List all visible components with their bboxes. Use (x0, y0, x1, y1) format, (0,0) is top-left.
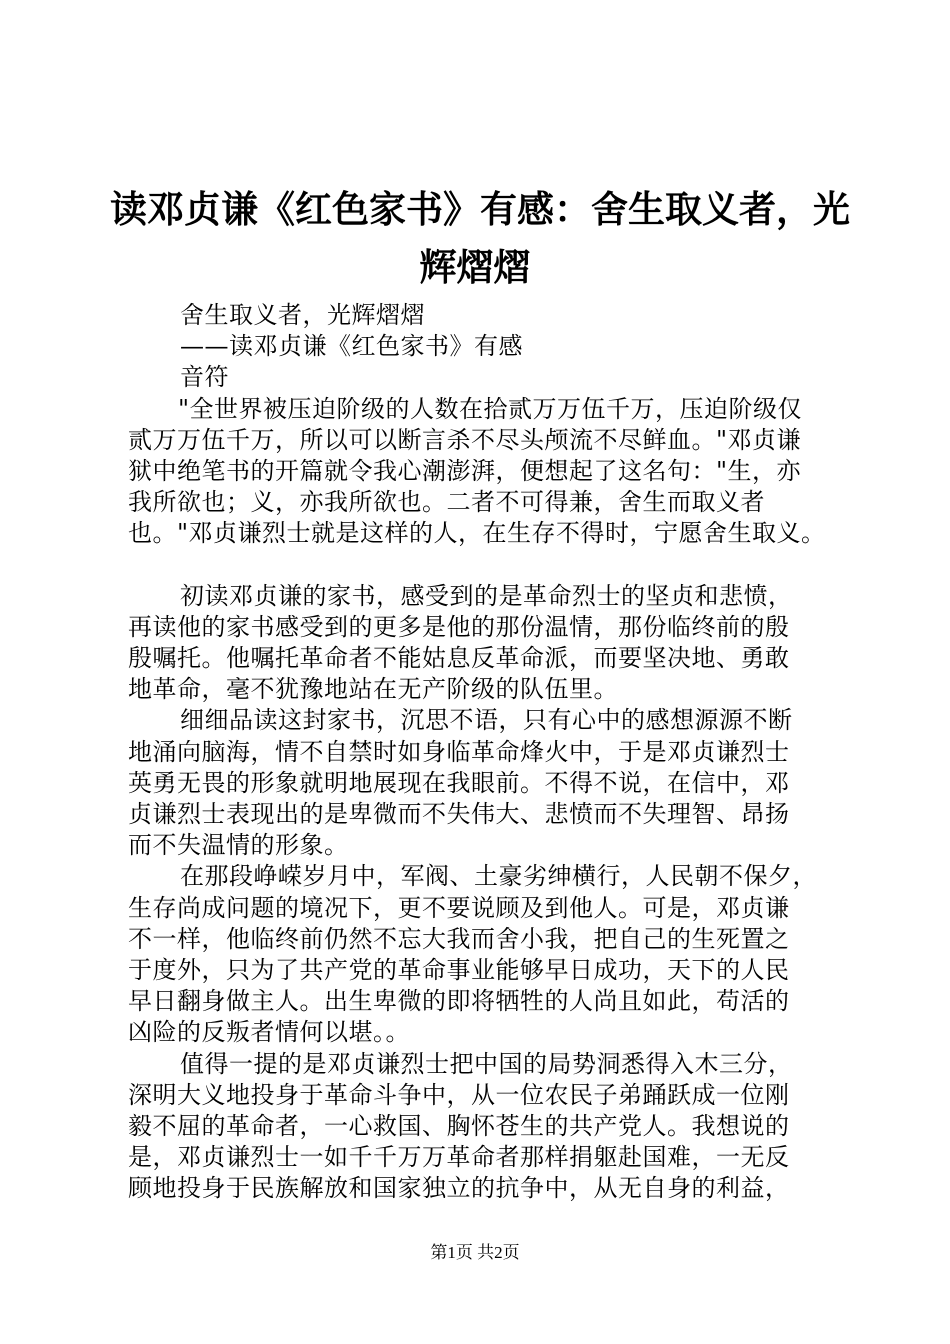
paragraph-line: 在那段峥嵘岁月中，军阀、土豪劣绅横行，人民朝不保夕， (180, 862, 817, 891)
paragraph-line: 是，邓贞谦烈士一如千千万万革命者那样捐躯赴国难，一无反 (128, 1143, 790, 1172)
paragraph-line: 深明大义地投身于革命斗争中，从一位农民子弟踊跃成一位刚 (128, 1080, 790, 1109)
document-body (128, 300, 836, 1204)
paragraph-line: 再读他的家书感受到的更多是他的那份温情，那份临终前的殷 (128, 612, 790, 641)
paragraph-line: 初读邓贞谦的家书，感受到的是革命烈士的坚贞和悲愤， (180, 581, 793, 610)
paragraph-4 (128, 861, 836, 1048)
byline: ——读邓贞谦《红色家书》有感 (180, 332, 523, 361)
author: 音符 (180, 363, 229, 392)
page-footer (0, 1238, 950, 1263)
paragraph-line: "全世界被压迫阶级的人数在拾贰万万伍千万，压迫阶级仅 (178, 394, 803, 423)
paragraph-line: 顾地投身于民族解放和国家独立的抗争中，从无自身的利益， (128, 1174, 790, 1203)
paragraph-line: 早日翻身做主人。出生卑微的即将牺牲的人尚且如此，苟活的 (128, 987, 790, 1016)
paragraph-2 (128, 581, 836, 706)
paragraph-line: 生存尚成问题的境况下，更不要说顾及到他人。可是，邓贞谦 (128, 893, 790, 922)
paragraph-line: 也。"邓贞谦烈士就是这样的人，在生存不得时，宁愿舍生取义。 (128, 519, 826, 548)
paragraph-line: 凶险的反叛者情何以堪。。 (128, 1018, 410, 1047)
page-number-label: 第1页 共2页 (430, 1243, 520, 1262)
title-line-1: 读邓贞谦《红色家书》有感：舍生取义者，光 (110, 187, 850, 231)
paragraph-line: 我所欲也；义，亦我所欲也。二者不可得兼，舍生而取义者 (128, 488, 765, 517)
paragraph-line: 贰万万伍千万，所以可以断言杀不尽头颅流不尽鲜血。"邓贞谦 (128, 425, 802, 454)
paragraph-line: 不一样，他临终前仍然不忘大我而舍小我，把自己的生死置之 (128, 924, 790, 953)
paragraph-line: 值得一提的是邓贞谦烈士把中国的局势洞悉得入木三分， (180, 1049, 793, 1078)
document-title (110, 180, 850, 296)
paragraph-line: 细细品读这封家书，沉思不语，只有心中的感想源源不断 (180, 706, 793, 735)
title-line-2: 辉熠熠 (419, 245, 531, 289)
paragraph-line: 而不失温情的形象。 (128, 831, 349, 860)
paragraph-spacer (128, 550, 836, 581)
paragraph-line: 殷嘱托。他嘱托革命者不能姑息反革命派，而要坚决地、勇敢 (128, 644, 790, 673)
subtitle: 舍生取义者，光辉熠熠 (180, 301, 425, 329)
paragraph-3 (128, 705, 836, 861)
paragraph-line: 毅不屈的革命者，一心救国、胸怀苍生的共产党人。我想说的 (128, 1111, 790, 1140)
paragraph-5 (128, 1049, 836, 1205)
paragraph-line: 狱中绝笔书的开篇就令我心潮澎湃，便想起了这名句："生，亦 (128, 456, 802, 485)
paragraph-1 (128, 394, 836, 550)
paragraph-line: 地革命，毫不犹豫地站在无产阶级的队伍里。 (128, 675, 618, 704)
paragraph-line: 贞谦烈士表现出的是卑微而不失伟大、悲愤而不失理智、昂扬 (128, 800, 790, 828)
paragraph-line: 英勇无畏的形象就明地展现在我眼前。不得不说，在信中，邓 (128, 768, 790, 797)
paragraph-line: 于度外，只为了共产党的革命事业能够早日成功，天下的人民 (128, 955, 790, 984)
paragraph-line: 地涌向脑海，情不自禁时如身临革命烽火中，于是邓贞谦烈士 (128, 737, 790, 766)
